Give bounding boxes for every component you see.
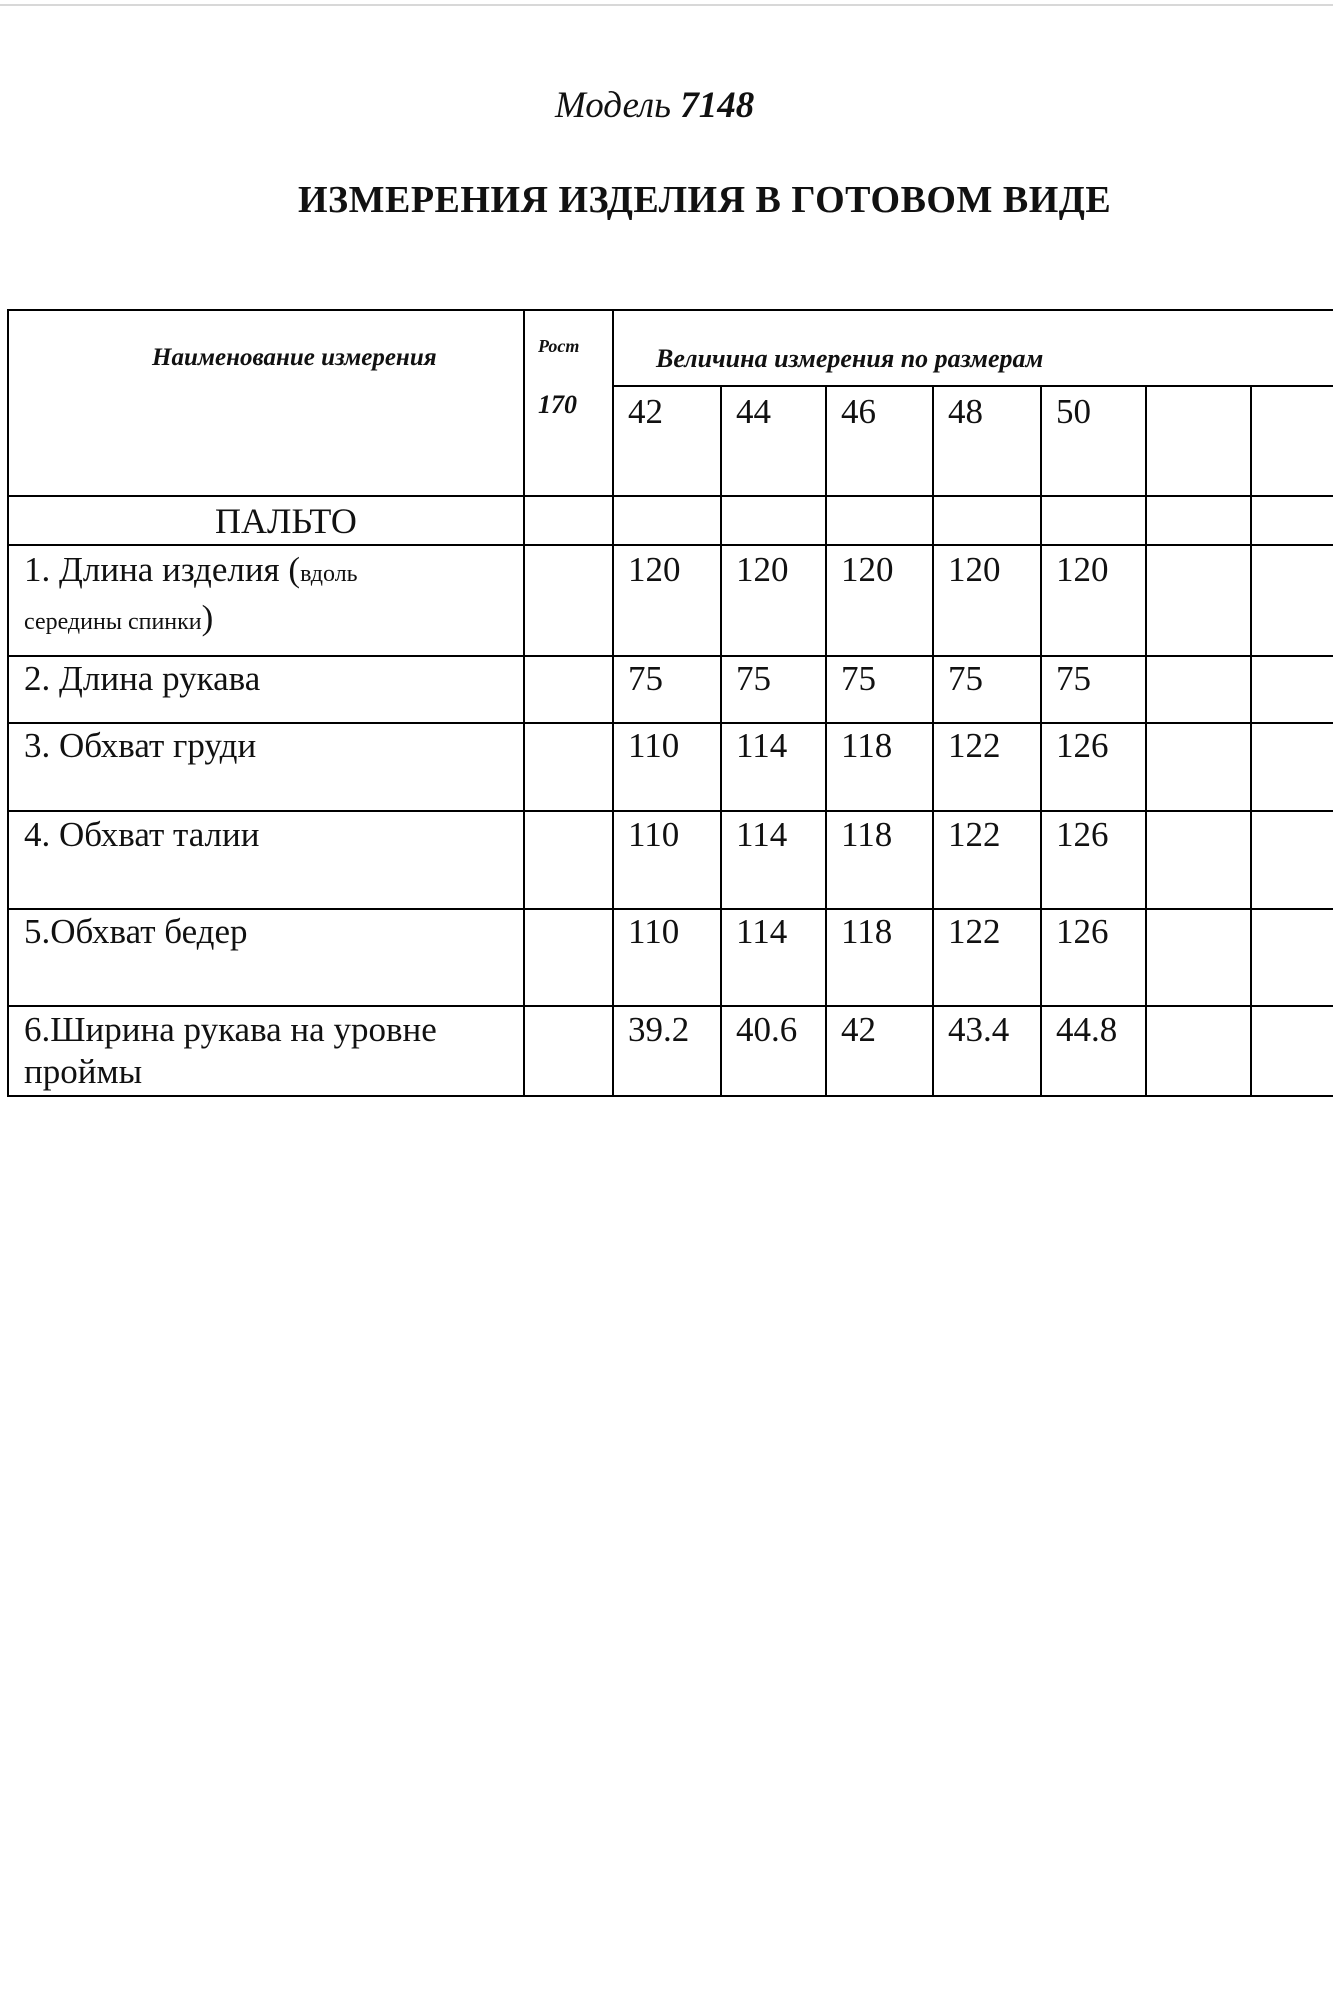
table-cell: 42: [841, 1010, 876, 1049]
column-divider: [825, 385, 827, 1097]
row-label-main: 1. Длина изделия (: [24, 550, 301, 589]
table-cell: 75: [1056, 659, 1091, 698]
header-rost: Рост: [538, 336, 580, 356]
table-border-left: [7, 309, 9, 1097]
table-border-top: [7, 309, 1333, 311]
size-header: 48: [948, 392, 983, 431]
column-divider: [1145, 385, 1147, 1097]
size-header: 50: [1056, 392, 1091, 431]
row-label: 3. Обхват груди: [24, 726, 257, 765]
row-label-line2: [24, 598, 213, 638]
table-cell: 120: [841, 550, 894, 589]
column-divider: [523, 309, 525, 1097]
table-cell: 118: [841, 815, 893, 854]
row-label: 6.Ширина рукава на уровне: [24, 1010, 437, 1049]
table-cell: 120: [736, 550, 789, 589]
table-cell: 114: [736, 912, 788, 951]
row-label: [24, 550, 358, 590]
table-cell: 75: [628, 659, 663, 698]
table-cell: 110: [628, 815, 680, 854]
size-header: 44: [736, 392, 771, 431]
row-divider: [7, 908, 1333, 910]
table-cell: 43.4: [948, 1010, 1010, 1049]
column-divider: [1040, 385, 1042, 1097]
table-cell: 75: [736, 659, 771, 698]
row-divider: [7, 655, 1333, 657]
column-divider: [612, 309, 614, 1097]
row-label-note: вдоль: [300, 561, 358, 587]
table-cell: 126: [1056, 912, 1109, 951]
row-label-line2: проймы: [24, 1052, 143, 1091]
table-cell: 122: [948, 815, 1001, 854]
table-cell: 122: [948, 912, 1001, 951]
model-number: 7148: [680, 85, 755, 126]
row-divider: [7, 495, 1333, 497]
table-cell: 114: [736, 726, 788, 765]
table-border-bottom: [7, 1095, 1333, 1097]
row-divider: [7, 1005, 1333, 1007]
column-divider: [720, 385, 722, 1097]
table-cell: 126: [1056, 726, 1109, 765]
section-title: ПАЛЬТО: [215, 501, 357, 541]
header-name: Наименование измерения: [152, 344, 437, 371]
header-rost-value: 170: [538, 390, 577, 419]
table-cell: 126: [1056, 815, 1109, 854]
table-cell: 39.2: [628, 1010, 690, 1049]
row-label-note: середины спинки: [24, 609, 202, 635]
table-cell: 120: [628, 550, 681, 589]
row-label: 4. Обхват талии: [24, 815, 260, 854]
table-cell: 120: [948, 550, 1001, 589]
table-cell: 118: [841, 726, 893, 765]
table-cell: 120: [1056, 550, 1109, 589]
model-label: Модель: [555, 85, 671, 126]
header-values-caption: Величина измерения по размерам: [656, 344, 1044, 373]
size-header: 46: [841, 392, 876, 431]
table-cell: 40.6: [736, 1010, 798, 1049]
table-cell: 110: [628, 912, 680, 951]
row-label: 5.Обхват бедер: [24, 912, 248, 951]
table-cell: 44.8: [1056, 1010, 1118, 1049]
table-cell: 114: [736, 815, 788, 854]
size-header: 42: [628, 392, 663, 431]
row-label: 2. Длина рукава: [24, 659, 261, 698]
row-divider: [7, 544, 1333, 546]
row-divider: [7, 810, 1333, 812]
column-divider: [932, 385, 934, 1097]
column-divider: [1250, 385, 1252, 1097]
row-divider: [7, 722, 1333, 724]
table-cell: 110: [628, 726, 680, 765]
table-cell: 118: [841, 912, 893, 951]
table-cell: 122: [948, 726, 1001, 765]
table-cell: 75: [841, 659, 876, 698]
row-label-close: ): [201, 598, 214, 637]
table-cell: 75: [948, 659, 983, 698]
page-title: ИЗМЕРЕНИЯ ИЗДЕЛИЯ В ГОТОВОМ ВИДЕ: [298, 179, 1112, 221]
